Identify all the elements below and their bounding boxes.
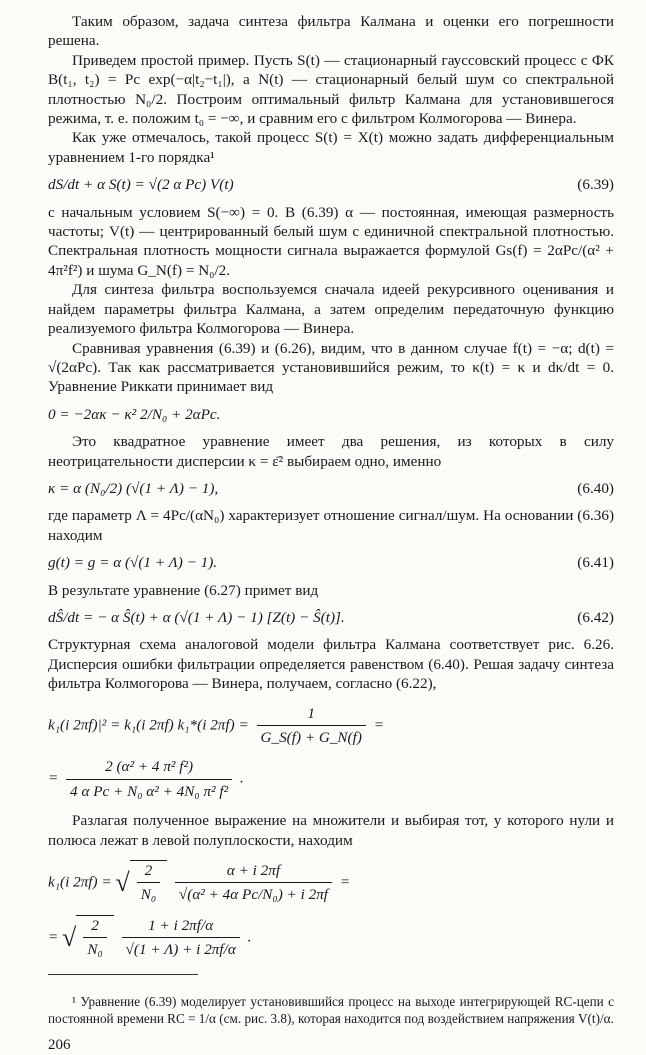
radical-body xyxy=(130,860,167,905)
equation-tail: = xyxy=(339,873,351,891)
equation-expression: g(t) = g = α (√(1 + Λ) − 1). xyxy=(48,554,218,572)
equation-riccati xyxy=(48,405,614,424)
fraction-numerator: 2 (α² + 4 π² f²) xyxy=(105,758,194,776)
fraction xyxy=(122,916,240,960)
equation-transfer-squared xyxy=(48,704,614,748)
equation-lead: = xyxy=(48,769,59,787)
equation-expression: dS/dt + α S(t) = √(2 α Pc) V(t) xyxy=(48,176,234,194)
equation-6-39 xyxy=(48,175,614,194)
footnote-divider xyxy=(48,974,198,975)
page-number: 206 xyxy=(48,1036,71,1053)
fraction-numerator: 2 xyxy=(144,862,153,880)
fraction-numerator: 1 + i 2πf/α xyxy=(148,916,214,934)
paragraph-diffeq: Как уже отмечалось, такой процесс S(t) = X(t) можно задать дифференциальным уравнением 1-го порядка¹ xyxy=(48,129,614,166)
equation-expression: dŜ/dt = − α Ŝ(t) + α (√(1 + Λ) − 1) [Z(t) − Ŝ(t)]. xyxy=(48,608,345,626)
radical-sign: √ xyxy=(115,868,130,898)
page-body xyxy=(48,12,614,1055)
paragraph-intro: Таким образом, задача синтеза фильтра Калмана и оценки его погрешности решена. xyxy=(48,13,614,50)
equation-number: (6.40) xyxy=(577,479,614,497)
equation-transfer-function-normalized xyxy=(48,915,614,960)
equation-expression: κ = α (N₀/2) (√(1 + Λ) − 1), xyxy=(48,479,219,497)
fraction-denominator: N₀ xyxy=(137,882,160,904)
equation-number: (6.41) xyxy=(577,554,614,572)
paragraph-example: Приведем простой пример. Пусть S(t) — стационарный гауссовский процесс с ФК B(t₁, t₂) = Pc exp(−α|t₂−t₁|), а N(t) — стационарный белый шум со спектральной плотностью N₀/2. Построим оптимальный фильтр Калмана для установившегося режима, т. е. положим t₀ = −∞, и сравним его с фильтром Колмогорова — Винера. xyxy=(48,51,614,128)
equation-tail: = xyxy=(373,715,384,733)
fraction-denominator: √(α² + 4α Pc/N₀) + i 2πf xyxy=(175,882,332,904)
equation-tail: . xyxy=(247,928,252,946)
equation-number: (6.39) xyxy=(577,176,614,194)
radical-body xyxy=(76,915,113,960)
equation-tail: . xyxy=(239,769,244,787)
equation-transfer-squared-expanded xyxy=(48,757,614,801)
paragraph-comparison: Сравнивая уравнения (6.39) и (6.26), видим, что в данном случае f(t) = −α; d(t) = √(2αPc). Так как рассматривается установившийся режим, то κ(t) = κ и dκ/dt = 0. Уравнение Риккати принимает вид xyxy=(48,339,615,396)
equation-lead: = xyxy=(48,928,59,946)
footnote: ¹ Уравнение (6.39) моделирует установившийся процесс на выходе интегрирующей RC-цепи с постоянной времени RC = 1/α (см. рис. 3.8), которая находится под воздействием напряжения V(t)/α. xyxy=(48,993,614,1027)
equation-expression: 0 = −2ακ − κ² 2/N₀ + 2αPc. xyxy=(48,405,221,423)
fraction xyxy=(83,916,106,960)
fraction-denominator: N₀ xyxy=(83,937,106,959)
equation-transfer-function xyxy=(48,860,614,905)
equation-6-41 xyxy=(48,553,614,572)
equation-lhs: k₁(i 2πf)|² = k₁(i 2πf) k₁*(i 2πf) = xyxy=(48,715,249,733)
paragraph-factorization: Разлагая полученное выражение на множители и выбирая тот, у которого нули и полюса лежат в левой полуплоскости, находим xyxy=(48,812,614,849)
paragraph-initial-condition: с начальным условием S(−∞) = 0. В (6.39) α — постоянная, имеющая размерность частоты; V(t) — центрированный белый шум с единичной спектральной плотностью. Спектральная плотность мощности сигнала выражается формулой Gs(f) = 2αPc/(α² + 4π²f²) и шума G_N(f) = N₀/2. xyxy=(48,203,614,279)
equation-number: (6.42) xyxy=(577,608,614,626)
paragraph-structure: Структурная схема аналоговой модели фильтра Калмана соответствует рис. 6.26. Дисперсия ошибки фильтрации определяется равенством (6.40). Решая задачу синтеза фильтра Колмогорова — Винера, получаем, согласно (6.22), xyxy=(48,636,614,693)
fraction-numerator: α + i 2πf xyxy=(226,862,281,880)
fraction-numerator: 2 xyxy=(91,916,99,934)
fraction-denominator: G_S(f) + G_N(f) xyxy=(257,725,366,747)
equation-6-40 xyxy=(48,479,614,498)
equation-lhs: k₁(i 2πf) = xyxy=(48,873,112,891)
fraction-denominator: 4 α Pc + N₀ α² + 4N₀ π² f² xyxy=(66,779,232,801)
fraction-numerator: 1 xyxy=(307,704,315,722)
fraction xyxy=(175,861,332,905)
fraction xyxy=(66,757,232,801)
radical-sign: √ xyxy=(62,923,77,953)
fraction xyxy=(137,861,160,905)
paragraph-synthesis: Для синтеза фильтра воспользуемся сначала идеей рекурсивного оценивания и найдем параметры фильтра Калмана, а затем определим передаточную функцию реализуемого фильтра Колмогорова — Винера. xyxy=(48,281,614,338)
fraction-denominator: √(1 + Λ) + i 2πf/α xyxy=(122,937,240,959)
paragraph-result: В результате уравнение (6.27) примет вид xyxy=(48,581,319,599)
fraction xyxy=(257,704,366,748)
paragraph-snr: где параметр Λ = 4Pc/(αN₀) характеризует отношение сигнал/шум. На основании (6.36) находим xyxy=(48,507,614,544)
paragraph-quadratic: Это квадратное уравнение имеет два решения, из которых в силу неотрицательности дисперсии κ = ε̄² выбираем одно, именно xyxy=(48,433,614,470)
equation-6-42 xyxy=(48,608,614,627)
